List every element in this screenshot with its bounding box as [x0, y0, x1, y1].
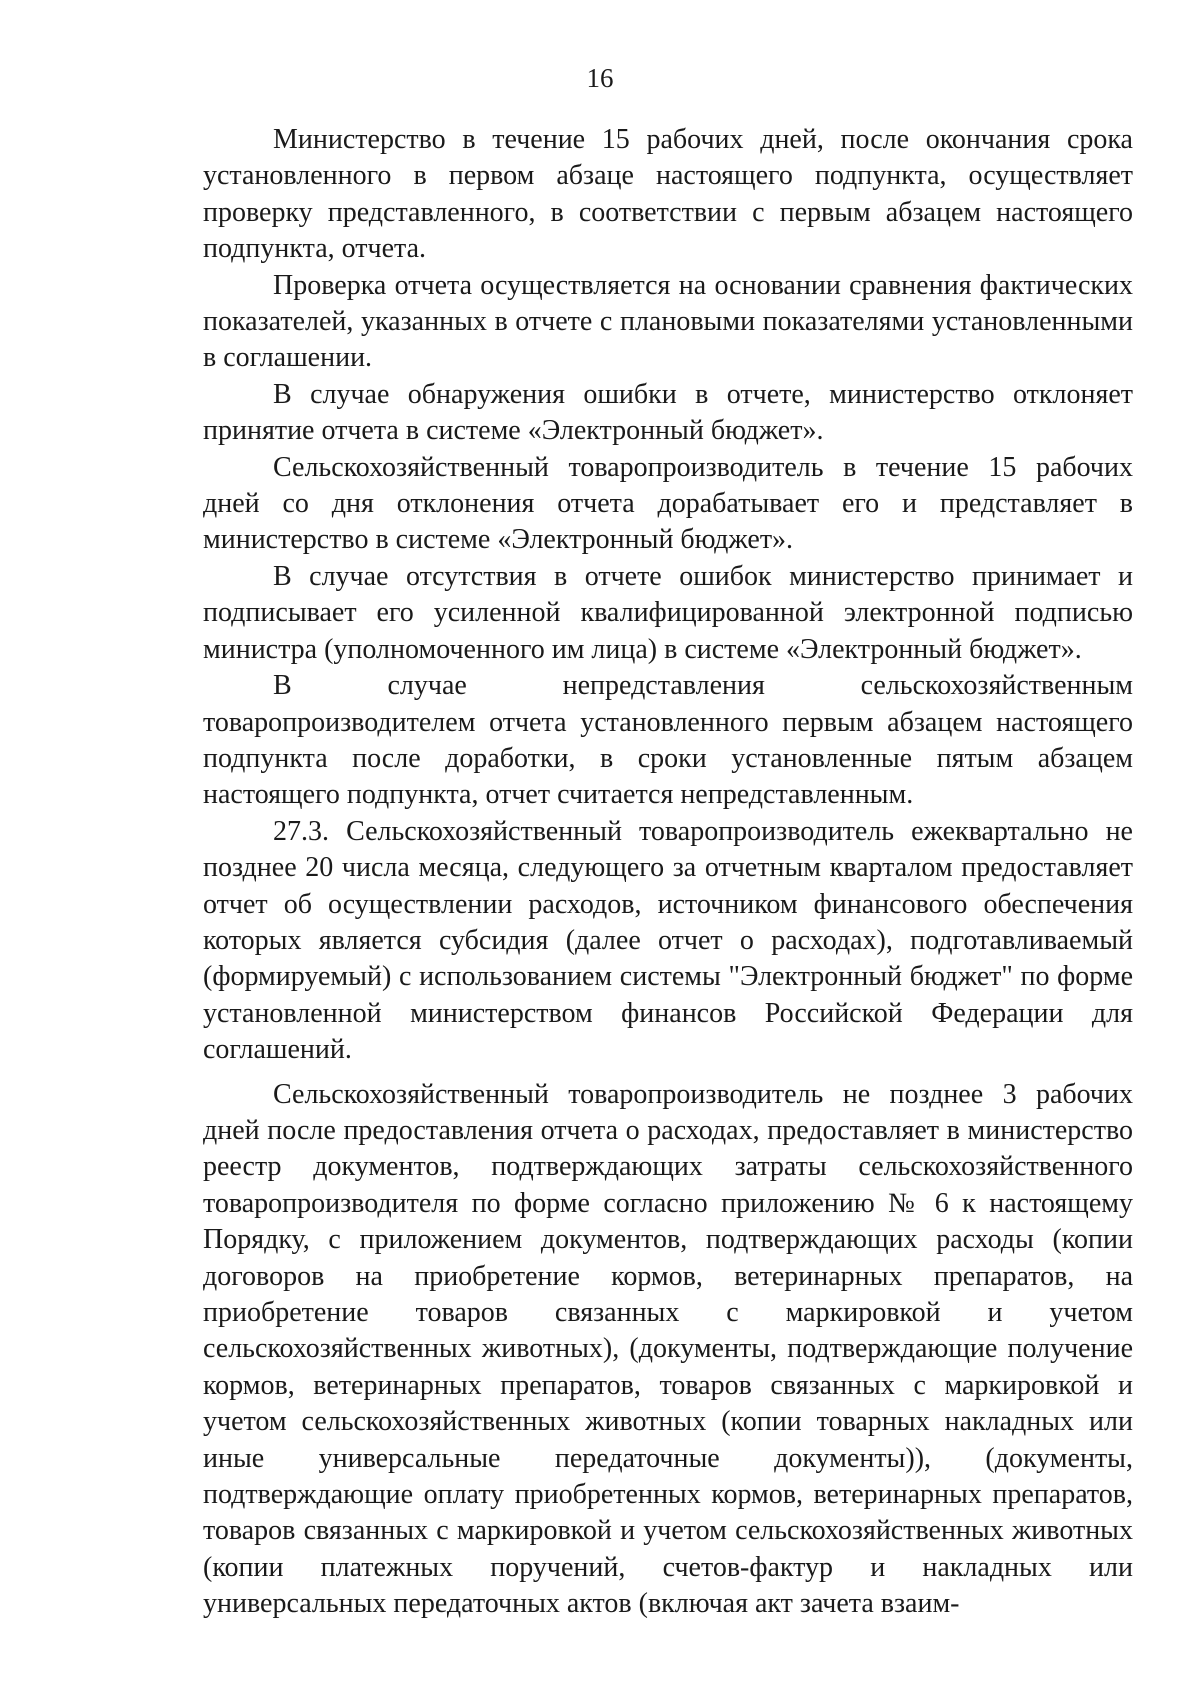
paragraph-rework-deadline: Сельскохозяйственный товаропроизводитель в течение 15 рабочих дней со дня отклонения отчета дорабатывает его и представляет в министерство в системе «Электронный бюджет». [203, 451, 1133, 556]
page-number: 16 [586, 63, 614, 93]
paragraph-acceptance: В случае отсутствия в отчете ошибок министерство принимает и подписывает его усиленной квалифицированной электронной подписью министра (уполномоченного им лица) в системе «Электронный бюджет». [203, 560, 1133, 665]
paragraph-error-rejection: В случае обнаружения ошибки в отчете, министерство отклоняет принятие отчета в системе «Электронный бюджет». [203, 378, 1133, 447]
paragraph-ministry-check: Министерство в течение 15 рабочих дней, после окончания срока установленного в первом абзаце настоящего подпункта, осуществляет проверку представленного, в соответствии с первым абзацем настоящего подпункта, отчета. [203, 124, 1133, 265]
paragraph-check-basis: Проверка отчета осуществляется на основании сравнения фактических показателей, указанных в отчете с плановыми показателями установленными в соглашении. [203, 269, 1133, 374]
paragraph-section-27-3: 27.3. Сельскохозяйственный товаропроизводитель ежеквартально не позднее 20 числа месяца, следующего за отчетным кварталом предоставляет отчет об осуществлении расходов, источником финансового обеспечения которых является субсидия (далее отчет о расходах), подготавливаемый (формируемый) с использованием системы "Электронный бюджет" по форме установленной министерством финансов Российской Федерации для соглашений. [203, 815, 1133, 1066]
paragraph-documents-registry: Сельскохозяйственный товаропроизводитель не позднее 3 рабочих дней после предоставления отчета о расходах, предоставляет в министерство реестр документов, подтверждающих затраты сельскохозяйственного товаропроизводителя по форме согласно приложению № 6 к настоящему Порядку, с приложением документов, подтверждающих расходы (копии договоров на приобретение кормов, ветеринарных препаратов, на приобретение товаров связанных с маркировкой и учетом сельскохозяйственных животных), (документы, подтверждающие получение кормов, ветеринарных препаратов, товаров связанных с маркировкой и учетом сельскохозяйственных животных (копии товарных накладных или иные универсальные передаточные документы)), (документы, подтверждающие оплату приобретенных кормов, ветеринарных препаратов, товаров связанных с маркировкой и учетом сельскохозяйственных животных (копии платежных поручений, счетов-фактур и накладных или универсальных передаточных актов (включая акт зачета взаим- [203, 1078, 1133, 1620]
paragraph-non-submission: В случае непредставления сельскохозяйственным товаропроизводителем отчета установленного первым абзацем настоящего подпункта после доработки, в сроки установленные пятым абзацем настоящего подпункта, отчет считается непредставленным. [203, 670, 1133, 811]
document-body [203, 122, 1133, 1623]
